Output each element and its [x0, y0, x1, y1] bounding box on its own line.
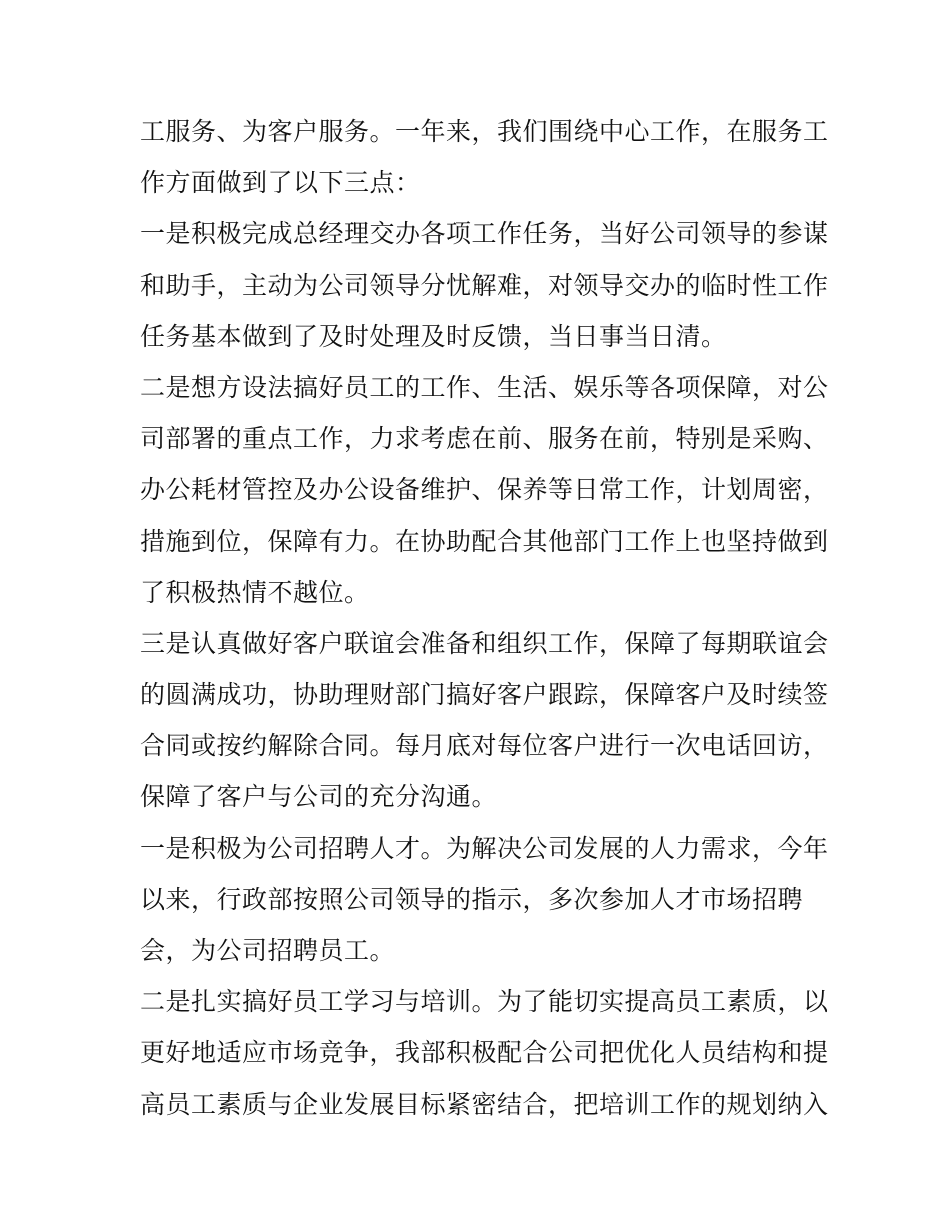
document-body [140, 106, 829, 1130]
text-line: 更好地适应市场竞争，我部积极配合公司把优化人员结构和提 [140, 1038, 829, 1068]
text-line: 和助手，主动为公司领导分忧解难，对领导交办的临时性工作 [140, 270, 829, 300]
text-line: 保障了客户与公司的充分沟通。 [140, 782, 498, 812]
text-line: 合同或按约解除合同。每月底对每位客户进行一次电话回访， [140, 731, 829, 761]
text-line: 工服务、为客户服务。一年来，我们围绕中心工作，在服务工 [140, 117, 829, 146]
text-line: 任务基本做到了及时处理及时反馈，当日事当日清。 [140, 321, 727, 351]
text-line: 作方面做到了以下三点： [140, 168, 421, 198]
text-line: 二是扎实搞好员工学习与培训。为了能切实提高员工素质，以 [140, 987, 829, 1017]
text-line: 三是认真做好客户联谊会准备和组织工作，保障了每期联谊会 [140, 628, 829, 658]
text-line: 办公耗材管控及办公设备维护、保养等日常工作，计划周密， [140, 475, 829, 505]
text-line: 高员工素质与企业发展目标紧密结合，把培训工作的规划纳入 [140, 1089, 829, 1119]
text-line: 措施到位，保障有力。在协助配合其他部门工作上也坚持做到 [140, 526, 829, 556]
text-line: 的圆满成功，协助理财部门搞好客户跟踪，保障客户及时续签 [140, 680, 829, 710]
text-line: 了积极热情不越位。 [140, 577, 370, 607]
text-line: 一是积极完成总经理交办各项工作任务，当好公司领导的参谋 [140, 219, 829, 249]
text-line: 会，为公司招聘员工。 [140, 936, 396, 965]
text-line: 一是积极为公司招聘人才。为解决公司发展的人力需求，今年 [140, 833, 829, 863]
text-line: 以来，行政部按照公司领导的指示，多次参加人才市场招聘 [140, 884, 804, 914]
text-line: 司部署的重点工作，力求考虑在前、服务在前，特别是采购、 [140, 424, 829, 454]
text-line: 二是想方设法搞好员工的工作、生活、娱乐等各项保障，对公 [140, 372, 829, 402]
